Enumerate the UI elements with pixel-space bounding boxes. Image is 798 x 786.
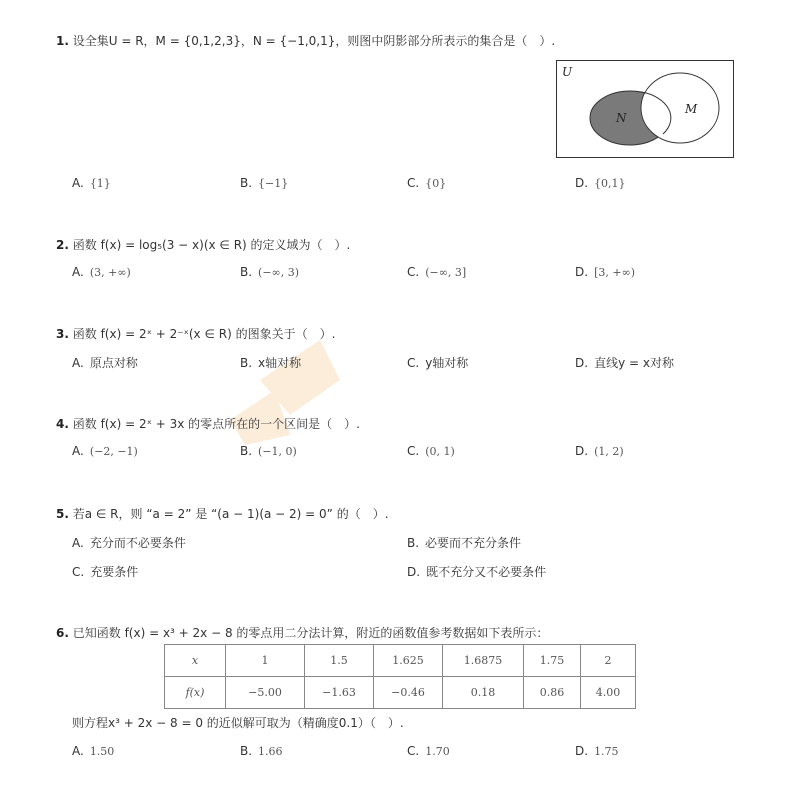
q5-option-a[interactable]: A. 充分而不必要条件 <box>72 536 186 550</box>
q5-option-d[interactable]: D. 既不充分又不必要条件 <box>407 565 547 579</box>
q2-option-d[interactable]: D. [3, +∞) <box>575 265 636 279</box>
q2-option-a[interactable]: A. (3, +∞) <box>72 265 131 279</box>
q3-option-b[interactable]: B. x轴对称 <box>240 356 302 370</box>
question-number: 3. <box>56 327 69 341</box>
question-text: 函数 f(x) = 2ˣ + 2⁻ˣ(x ∈ R) 的图象关于（ ）. <box>72 327 336 341</box>
q3-option-c[interactable]: C. y轴对称 <box>407 356 469 370</box>
q4-option-c[interactable]: C. (0, 1) <box>407 444 455 458</box>
q3-option-d[interactable]: D. 直线y = x对称 <box>575 356 674 370</box>
question-2 <box>56 236 350 253</box>
q1-option-d[interactable]: D. {0,1} <box>575 176 626 190</box>
label-n: N <box>616 111 627 125</box>
question-text: 设全集U = R，M = {0,1,2,3}，N = {−1,0,1}，则图中阴影部分所表示的集合是（ ）. <box>72 34 556 48</box>
q5-option-c[interactable]: C. 充要条件 <box>72 565 139 579</box>
question-number: 4. <box>56 417 69 431</box>
q1-option-b[interactable]: B. {−1} <box>240 176 289 190</box>
q6-option-c[interactable]: C. 1.70 <box>407 744 450 758</box>
question-4 <box>56 415 360 432</box>
question-text: 函数 f(x) = 2ˣ + 3x 的零点所在的一个区间是（ ）. <box>72 417 360 431</box>
q3-option-a[interactable]: A. 原点对称 <box>72 356 138 370</box>
question-number: 5. <box>56 507 69 521</box>
question-number: 2. <box>56 238 69 252</box>
q2-option-c[interactable]: C. (−∞, 3] <box>407 265 467 279</box>
function-value-table <box>164 644 636 709</box>
q5-option-b[interactable]: B. 必要而不充分条件 <box>407 536 522 550</box>
q4-option-d[interactable]: D. (1, 2) <box>575 444 624 458</box>
q1-option-c[interactable]: C. {0} <box>407 176 447 190</box>
label-m: M <box>685 102 698 116</box>
question-number: 1. <box>56 34 69 48</box>
q4-option-a[interactable]: A. (−2, −1) <box>72 444 138 458</box>
question-6-followup: 则方程x³ + 2x − 8 = 0 的近似解可取为（精确度0.1）（ ）. <box>72 716 404 730</box>
question-6 <box>56 624 548 641</box>
table-row: f(x) −5.00 −1.63 −0.46 0.18 0.86 4.00 <box>165 677 636 709</box>
q6-option-a[interactable]: A. 1.50 <box>72 744 115 758</box>
venn-diagram <box>556 60 734 158</box>
question-text: 若a ∈ R，则 “a = 2” 是 “(a − 1)(a − 2) = 0” 的（ ）. <box>72 507 389 521</box>
question-5 <box>56 505 389 522</box>
set-m-circle <box>641 73 719 143</box>
question-text: 已知函数 f(x) = x³ + 2x − 8 的零点用二分法计算，附近的函数值参考数据如下表所示： <box>72 626 549 640</box>
q2-option-b[interactable]: B. (−∞, 3) <box>240 265 300 279</box>
q6-option-d[interactable]: D. 1.75 <box>575 744 619 758</box>
q6-option-b[interactable]: B. 1.66 <box>240 744 283 758</box>
question-text: 函数 f(x) = log₅(3 − x)(x ∈ R) 的定义域为（ ）. <box>72 238 351 252</box>
question-number: 6. <box>56 626 69 640</box>
question-3 <box>56 325 335 342</box>
table-row: x 1 1.5 1.625 1.6875 1.75 2 <box>165 645 636 677</box>
q4-option-b[interactable]: B. (−1, 0) <box>240 444 297 458</box>
q1-option-a[interactable]: A. {1} <box>72 176 111 190</box>
question-1 <box>56 32 555 49</box>
label-u: U <box>562 65 573 79</box>
